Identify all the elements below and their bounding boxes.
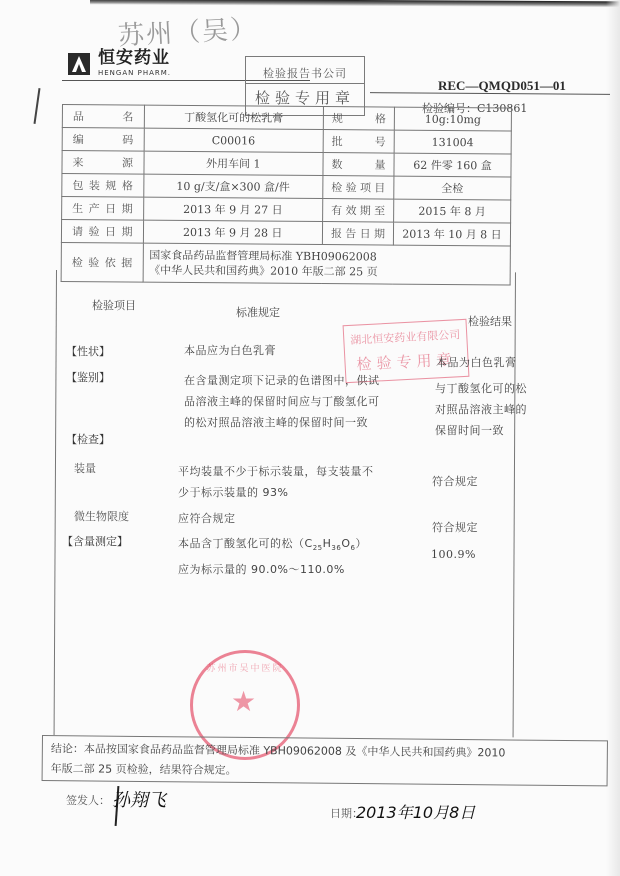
company-name-en: HENGAN PHARM. xyxy=(98,69,171,77)
date-handwritten: 2013年10月8日 xyxy=(356,803,476,822)
item-fill-quantity: 装量 xyxy=(74,462,96,475)
result-identification-line: 保留时间一致 xyxy=(435,424,504,437)
standard-assay xyxy=(178,533,367,580)
standard-fill-line: 少于标示装量的 93% xyxy=(178,486,289,499)
section-assay: 【含量测定】 xyxy=(62,535,128,548)
value-request-date: 2013 年 9 月 28 日 xyxy=(143,220,323,244)
conclusion-box xyxy=(42,735,608,786)
basis-line-2: 《中华人民共和国药典》2010 年版二部 25 页 xyxy=(149,263,378,279)
label-inspection-basis: 检验依据 xyxy=(61,242,143,282)
seal-text: 苏州市吴中医院 xyxy=(206,664,284,674)
basis-line-1: 国家食品药品监督管理局标准 YBH09062008 xyxy=(149,248,377,264)
label-quantity: 数量 xyxy=(323,153,394,177)
scan-edge-shadow xyxy=(90,0,620,7)
value-source: 外用车间 1 xyxy=(143,151,323,175)
result-microbial-limit: 符合规定 xyxy=(432,521,478,534)
standard-identification-line: 的松对照品溶液主峰的保留时间一致 xyxy=(184,416,368,429)
assay-text: O xyxy=(341,537,351,550)
standard-microbial-limit: 应符合规定 xyxy=(178,512,236,525)
report-number-label: 检验编号： xyxy=(422,102,477,115)
label-request-date: 请验日期 xyxy=(61,220,143,244)
qc-stamp-line1: 湖北恒安药业有限公司 xyxy=(350,328,461,347)
label-specification: 规格 xyxy=(323,107,394,131)
value-packaging: 10 g/支/盒×300 盒/件 xyxy=(143,174,323,198)
label-product-name: 品名 xyxy=(62,105,144,129)
standard-identification-line: 品溶液主峰的保留时间应与丁酸氢化可 xyxy=(184,395,380,408)
star-icon: ★ xyxy=(231,685,257,718)
header-result: 检验结果 xyxy=(468,315,512,328)
value-specification: 10g:10mg xyxy=(394,107,511,131)
standard-assay-line2: 应为标示量的 90.0%～110.0% xyxy=(178,563,345,577)
assay-text: 本品含丁酸氢化可的松（C xyxy=(178,537,313,550)
assay-text: H xyxy=(322,537,332,550)
handwritten-note: 苏州（吴） xyxy=(117,14,259,52)
value-product-name: 丁酸氢化可的松乳膏 xyxy=(144,105,324,129)
standard-identification xyxy=(184,370,380,433)
product-info-table xyxy=(61,104,512,286)
result-fill-quantity: 符合规定 xyxy=(432,475,478,488)
header-standard: 标准规定 xyxy=(236,306,280,319)
value-code: C00016 xyxy=(144,128,324,152)
margin-pen-mark xyxy=(34,88,41,124)
result-identification-line: 对照品溶液主峰的 xyxy=(435,403,527,416)
standard-fill-line: 平均装量不少于标示装量，每支装量不 xyxy=(178,465,374,478)
report-number-value: C130861 xyxy=(477,102,528,115)
section-inspection: 【检查】 xyxy=(66,433,110,446)
value-inspection-items: 全检 xyxy=(394,176,511,200)
stamp-divider xyxy=(246,83,364,84)
standard-fill-quantity xyxy=(178,461,374,503)
value-expiry: 2015 年 8 月 xyxy=(394,199,511,223)
label-code: 编码 xyxy=(62,128,144,152)
report-stamp-line2: 检验专用章 xyxy=(254,89,355,107)
document-code: REC—QMQD051—01 xyxy=(438,78,566,93)
section-identification: 【鉴别】 xyxy=(66,371,110,384)
result-appearance: 本品为白色乳膏 xyxy=(436,356,517,369)
standard-appearance: 本品应为白色乳膏 xyxy=(184,344,276,357)
value-quantity: 62 件零 160 盒 xyxy=(394,153,511,177)
assay-text: ） xyxy=(355,537,367,550)
standard-identification-line: 在含量测定项下记录的色谱图中，供试 xyxy=(184,374,380,387)
standard-assay-line1 xyxy=(178,533,367,559)
signer-label: 签发人： xyxy=(66,794,110,807)
label-production-date: 生产日期 xyxy=(62,197,144,221)
formula-subscript: 36 xyxy=(331,544,342,553)
hengan-logo-icon xyxy=(68,53,90,75)
qc-stamp-line2: 检验专用章 xyxy=(356,350,457,374)
report-stamp-line1: 检验报告书公司 xyxy=(263,67,347,80)
result-assay: 100.9% xyxy=(431,548,476,561)
result-identification-line: 与丁酸氢化可的松 xyxy=(435,382,527,395)
value-batch-number: 131004 xyxy=(394,130,511,154)
value-production-date: 2013 年 9 月 27 日 xyxy=(143,197,323,221)
formula-subscript: 6 xyxy=(350,544,356,553)
label-packaging: 包装规格 xyxy=(62,174,144,198)
label-batch-number: 批号 xyxy=(323,130,394,154)
value-report-date: 2013 年 10 月 8 日 xyxy=(393,222,510,246)
scan-right-edge xyxy=(606,0,620,876)
item-microbial-limit: 微生物限度 xyxy=(74,510,129,523)
signature: 孙翔飞 xyxy=(112,790,166,811)
company-logo xyxy=(68,50,171,77)
result-identification xyxy=(435,378,527,441)
label-expiry: 有效期至 xyxy=(323,199,394,223)
label-source: 来源 xyxy=(62,151,144,175)
formula-subscript: 25 xyxy=(312,544,323,553)
conclusion-line-2: 年版二部 25 页检验，结果符合规定。 xyxy=(50,762,237,777)
conclusion-line-1: 结论：本品按国家食品药品监督管理局标准 YBH09062008 及《中华人民共和国药典》2010 xyxy=(50,742,506,760)
header-inspection-item: 检验项目 xyxy=(92,299,136,312)
company-name-cn: 恒安药业 xyxy=(98,48,170,68)
label-report-date: 报告日期 xyxy=(322,222,393,246)
date-label: 日期： xyxy=(330,807,363,820)
section-appearance: 【性状】 xyxy=(66,345,110,358)
label-inspection-items: 检验项目 xyxy=(323,176,394,200)
